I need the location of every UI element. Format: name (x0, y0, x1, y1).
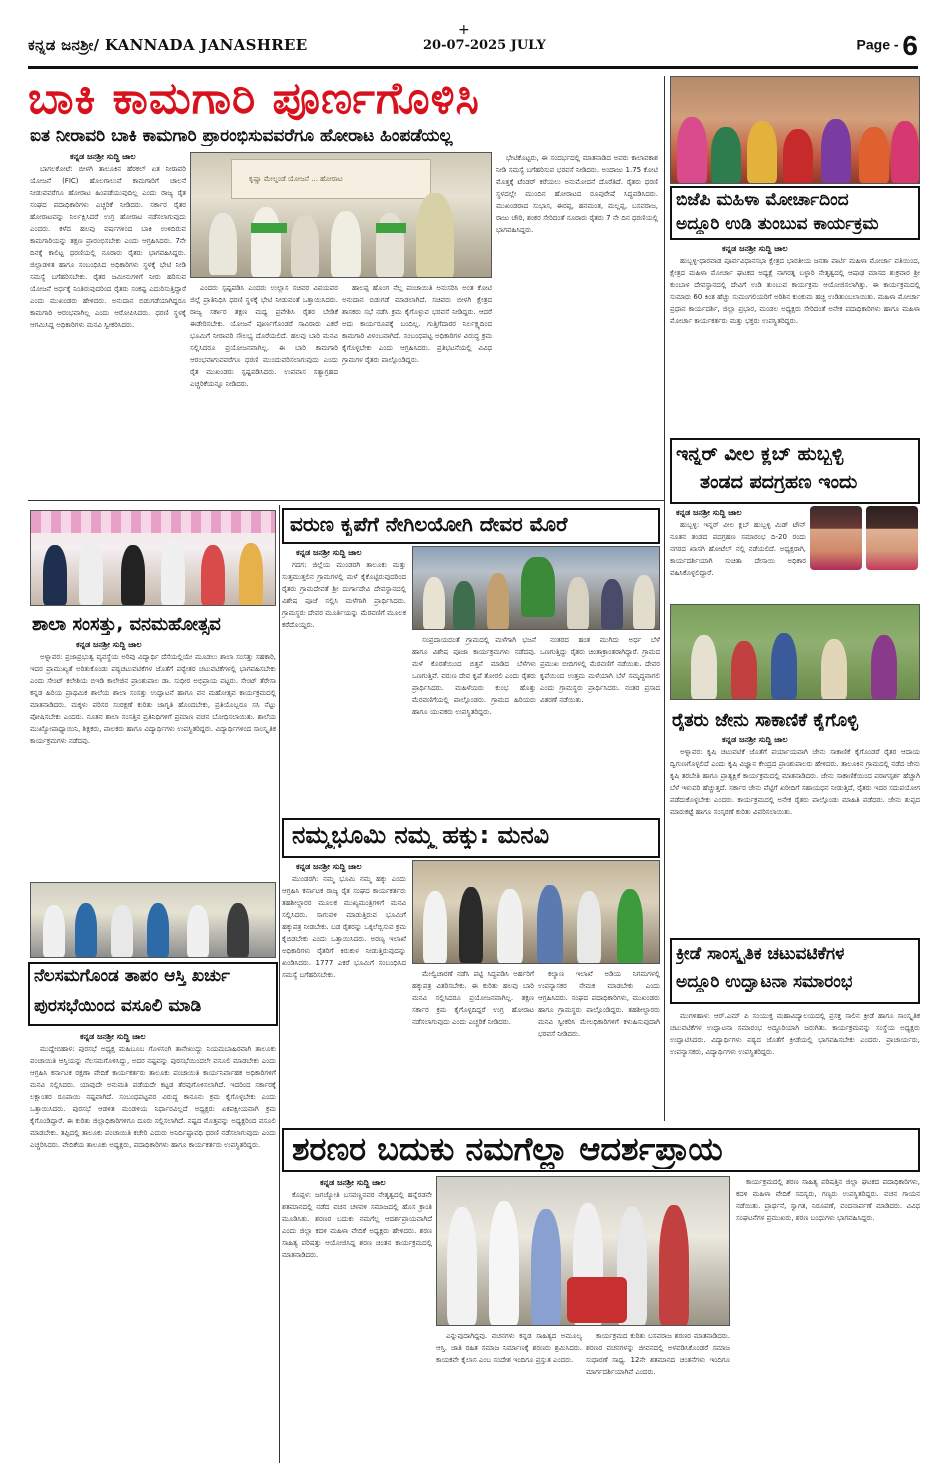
bjp-byline: ಕನ್ನಡ ಜನಶ್ರೀ ಸುದ್ದಿ ಜಾಲ (722, 244, 788, 253)
inner-wheel-president-portrait (810, 506, 862, 570)
sharanara-event-photo (436, 1176, 730, 1326)
nammabhoomi-byline: ಕನ್ನಡ ಜನಶ್ರೀ ಸುದ್ದಿ ಜಾಲ (296, 862, 362, 871)
right-column-divider (664, 76, 665, 1121)
raitaru-body: ಅಳ್ನಾವರ: ಕೃಷಿ ಚಟುವಟಿಕೆ ಜೊತೆಗೆ ಪರ್ಯಾಯವಾಗಿ ಜೇನು ಸಾಕಾಣಿಕೆ ಕೈಗೊಂಡರೆ ರೈತರ ಆದಾಯ ದ್ವಿಗುಣಗೊಳ್ಳಲಿದೆ ಎಂದು ಕೃಷಿ ವಿಜ್ಞಾನ ಕೇಂದ್ರದ ಪ್ರಾಂಶುಪಾಲರು ಹೇಳಿದರು. ತಾಲೂಕಿನ ಗ್ರಾಮದಲ್ಲಿ ನಡೆದ ಜೇನು ಕೃಷಿ ತರಬೇತಿ ಹಾಗೂ ಪ್ರಾತ್ಯಕ್ಷಿಕೆ ಕಾರ್ಯಕ್ರಮದಲ್ಲಿ ಮಾತನಾಡಿದರು. ಜೇನು ಸಾಕಾಣಿಕೆಯಿಂದ ಪರಾಗಸ್ಪರ್ಶ ಹೆಚ್ಚಾಗಿ ಬೆಳೆ ಇಳುವರಿ ಹೆಚ್ಚುತ್ತದೆ. ಸರ್ಕಾರ ಜೇನು ಪೆಟ್ಟಿಗೆ ಖರೀದಿಗೆ ಸಹಾಯಧನ ನೀಡುತ್ತಿದೆ, ರೈತರು ಇದರ ಸದುಪಯೋಗ ಪಡೆದುಕೊಳ್ಳಬೇಕು ಎಂದರು. ಕಾರ್ಯಕ್ರಮದಲ್ಲಿ ಅನೇಕ ರೈತರು ಪಾಲ್ಗೊಂಡು ಮಾಹಿತಿ ಪಡೆದರು. ಜೇನು ತುಪ್ಪದ ಮಾರುಕಟ್ಟೆ ಹಾಗೂ ಸಂಸ್ಕರಣೆ ಕುರಿತು ವಿವರಿಸಲಾಯಿತು. (670, 748, 920, 816)
lead-column-2: ಎಂದರು ಸ್ಪಷ್ಟಪಡಿಸಿ ಎಂದರು ಉಲ್ಲಾಸ ಸಚಿವರ ವಿಪಯವರ ಜಿಲ್ಲೆ ಪ್ರಾತಿನಿಧಿಸಿ ಧರಣಿ ಸ್ಥಳಕ್ಕೆ ಭೇಟಿ ನೀಡುವಂತೆ ಒತ್ತಾಯಿಸಿದರು. ರಾಜ್ಯ ಸರ್ಕಾರ ತಕ್ಷಣ ಮಧ್ಯ ಪ್ರವೇಶಿಸಿ ರೈತರ ಬೇಡಿಕೆ ಈಡೇರಿಸಬೇಕು. ಯೋಜನೆ ಪೂರ್ಣಗೊಂಡರೆ ಸಾವಿರಾರು ಎಕರೆ ಭೂಮಿಗೆ ನೀರಾವರಿ ಸೌಲಭ್ಯ ದೊರೆಯಲಿದೆ. ಹಲವು ಬಾರಿ ಮನವಿ ಸಲ್ಲಿಸಿದರೂ ಪ್ರಯೋಜನವಾಗಿಲ್ಲ. ಈ ಬಾರಿ ಕಾಮಗಾರಿ ಆರಂಭವಾಗುವವರೆಗೂ ಧರಣಿ ಮುಂದುವರಿಸಲಾಗುವುದು ಎಂದು ರೈತ ಮುಖಂಡರು ಸ್ಪಷ್ಟಪಡಿಸಿದರು. ಉಪವಾಸ ಸತ್ಯಾಗ್ರಹದ ಎಚ್ಚರಿಕೆಯನ್ನೂ ನೀಡಿದರು. (190, 284, 338, 388)
sharanara-column-2: ಎನ್ನುವುದಾಗಿದ್ದವು. ವಚನಗಳು ಕನ್ನಡ ಸಾಹಿತ್ಯದ ಅಮೂಲ್ಯ ಆಸ್ತಿ. ಜಾತಿ ರಹಿತ ಸಮಾಜ ನಿರ್ಮಾಣಕ್ಕೆ ಶರಣರು ಶ್ರಮಿಸಿದರು. ಕಾಯಕವೇ ಕೈಲಾಸ ಎಂಬ ಸಂದೇಶ ಇಂದಿಗೂ ಪ್ರಸ್ತುತ ಎಂದರು. (436, 1332, 582, 1364)
women-event-photo (670, 76, 920, 184)
inner-wheel-headline-line1: ಇನ್ನರ್ ವೀಲ ಕ್ಲಬ್ ಹುಬ್ಬಳ್ಳಿ (676, 443, 844, 465)
krida-headline-line1: ಕ್ರೀಡೆ ಸಾಂಸ್ಕೃತಿಕ ಚಟುವಟಿಕೆಗಳ (676, 944, 845, 964)
nelasam-byline: ಕನ್ನಡ ಜನಶ್ರೀ ಸುದ್ದಿ ಜಾಲ (80, 1032, 146, 1041)
bjp-body: ಹುಬ್ಬಳ್ಳಿ-ಧಾರವಾಡ ಪೂರ್ವವಿಧಾನಸಭಾ ಕ್ಷೇತ್ರದ ಭಾರತೀಯ ಜನತಾ ಪಾರ್ಟಿ ಮಹಿಳಾ ಮೋರ್ಚಾ ವತಿಯಿಂದ, ಕ್ಷೇತ್ರದ ಮಹಿಳಾ ಮೋರ್ಚಾ ಘಟಕದ ಅಧ್ಯಕ್ಷೆ ನಾಗರತ್ನ ಬಳ್ಳಾರಿ ನೇತೃತ್ವದಲ್ಲಿ ಆಷಾಢ ಮಾಸದ ಶುಕ್ರವಾರ ಶ್ರೀ ಕುಂಬಾಳ ದೇವಸ್ಥಾನದಲ್ಲಿ ದೇವಿಗೆ ಉಡಿ ತುಂಬುವ ಕಾರ್ಯಕ್ರಮ ಆಯೋಜಿಸಲಾಗಿತ್ತು. ಈ ಕಾರ್ಯಕ್ರಮದಲ್ಲಿ ಸುಮಾರು 60 ಕಿಂತ ಹೆಚ್ಚು ಸುಮಂಗಲಿಯರಿಗೆ ಅರಿಶಿನ ಕುಂಕುಮ ಹಚ್ಚಿ ಉಡಿತುಂಬಲಾಯಿತು. ಮಹಿಳಾ ಮೋರ್ಚಾ ಪ್ರಧಾನ ಕಾರ್ಯದರ್ಶಿ, ಜಿಲ್ಲಾ ಪ್ರಭಾರ, ಮಂಡಲ ಅಧ್ಯಕ್ಷರು ಸೇರಿದಂತೆ ಅನೇಕ ಪದಾಧಿಕಾರಿಗಳು ಹಾಗೂ ಮಹಿಳಾ ಮೋರ್ಚಾ ಕಾರ್ಯಕರ್ತರು ಮತ್ತು ಭಕ್ತರು ಉಪಸ್ಥಿತರಿದ್ದರು. (670, 257, 920, 325)
varuna-column-3: ನಂತರದ ಹಂತ ಮುಗಿದು ಅರ್ಧ ಬೆಳೆ ಒಣಗುತ್ತಿದ್ದು ರೈತರು ಚಿಂತಾಕ್ರಾಂತರಾಗಿದ್ದಾರೆ. ಗ್ರಾಮದ ಪ್ರಮುಖ ಬೀದಿಗಳಲ್ಲಿ ಮೆರವಣಿಗೆ ನಡೆಯಿತು. ದೇವರ ಕೃಪೆಯಿಂದ ಉತ್ತಮ ಮಳೆಯಾಗಿ ಬೆಳೆ ಸಮೃದ್ಧವಾಗಲಿ ಎಂದು ಗ್ರಾಮಸ್ಥರು ಪ್ರಾರ್ಥಿಸಿದರು. ನಂತರ ಪ್ರಸಾದ ವಿತರಣೆ ನಡೆಯಿತು. (540, 636, 660, 704)
lead-protest-photo (190, 152, 492, 278)
bjp-headline-line2: ಅದ್ಧೂರಿ ಉಡಿ ತುಂಬುವ ಕಾರ್ಯಕ್ರಮ (676, 214, 879, 234)
protest-banner-text: ಕೃಷ್ಣಾ ಮೇಲ್ದಂಡೆ ಯೋಜನೆ ... ಹೋರಾಟ (249, 175, 343, 183)
raitaru-headline: ರೈತರು ಜೇನು ಸಾಕಾಣಿಕೆ ಕೈಗೊಳ್ಳಿ (672, 710, 859, 731)
nammabhoomi-column-2: ಮೇಲ್ವಿಚಾರಣೆ ನಡೆಸಿ ಪಟ್ಟಿ ಸಿದ್ಧಪಡಿಸಿ ಅರ್ಹರಿಗೆ ಹಕ್ಕುಪತ್ರ ವಿತರಿಸಬೇಕು. ಈ ಕುರಿತು ಹಲವು ಬಾರಿ ಮನವಿ ಸಲ್ಲಿಸಿದರೂ ಪ್ರಯೋಜನವಾಗಿಲ್ಲ. ತಕ್ಷಣ ಸರ್ಕಾರ ಕ್ರಮ ಕೈಗೊಳ್ಳದಿದ್ದರೆ ಉಗ್ರ ಹೋರಾಟ ನಡೆಸಲಾಗುವುದು ಎಂದು ಎಚ್ಚರಿಕೆ ನೀಡಿದರು. (412, 970, 534, 1026)
nelasam-headline-line2: ಪುರಸಭೆಯಿಂದ ವಸೂಲಿ ಮಾಡಿ (34, 996, 202, 1016)
krida-headline-line2: ಅದ್ಧೂರಿ ಉದ್ಘಾಟನಾ ಸಮಾರಂಭ (676, 972, 853, 992)
lead-subhead: ಐತ ನೀರಾವರಿ ಬಾಕಿ ಕಾಮಗಾರಿ ಪ್ರಾರಂಭಿಸುವವರೆಗೂ ಹೋರಾಟ ಹಿಂಪಡೆಯಲ್ಲ (30, 126, 453, 146)
lead-column-1: ಬಾಗಲಕೋಟೆ: ಬೀಳಗಿ ತಾಲೂಕಿನ ಹೆರಕಲ್ ಏತ ನೀರಾವರಿ ಯೋಜನೆ (FIC) ಹೊಲಗಾಲುವೆ ಕಾಮಗಾರಿಗೆ ಚಾಲನೆ ನೀಡುವವರೆಗೂ ಹೋರಾಟ ಹಿಂಪಡೆಯುವುದಿಲ್ಲ ಎಂದು ರಾಜ್ಯ ರೈತ ಸಂಘದ ಪದಾಧಿಕಾರಿಗಳು ಎಚ್ಚರಿಕೆ ನೀಡಿದರು. ಸರ್ಕಾರ ರೈತರ ಹೋರಾಟವನ್ನು ನಿರ್ಲಕ್ಷಿಸಿದರೆ ಉಗ್ರ ಹೋರಾಟ ನಡೆಸಲಾಗುವುದು ಎಂದರು. ಕಳೆದ ಹಲವು ವರ್ಷಗಳಿಂದ ಬಾಕಿ ಉಳಿದಿರುವ ಕಾಮಗಾರಿಯನ್ನು ತಕ್ಷಣ ಪ್ರಾರಂಭಿಸಬೇಕು ಎಂದು ಆಗ್ರಹಿಸಿದರು. 7ನೇ ದಿನಕ್ಕೆ ಕಾಲಿಟ್ಟ ಧರಣಿಯಲ್ಲಿ ನೂರಾರು ರೈತರು ಭಾಗವಹಿಸಿದ್ದರು. ಜಿಲ್ಲಾಡಳಿತ ಹಾಗೂ ಸಂಬಂಧಿಸಿದ ಅಧಿಕಾರಿಗಳು ಸ್ಥಳಕ್ಕೆ ಭೇಟಿ ನೀಡಿ ಸಮಸ್ಯೆ ಬಗೆಹರಿಸಬೇಕು. ರೈತರ ಜಮೀನುಗಳಿಗೆ ನೀರು ಹರಿಸುವ ಯೋಜನೆ ಅರ್ಧಕ್ಕೆ ನಿಂತಿರುವುದರಿಂದ ರೈತರು ಸಂಕಷ್ಟ ಎದುರಿಸುತ್ತಿದ್ದಾರೆ ಎಂದು ಮುಖಂಡರು ಹೇಳಿದರು. ಅನುದಾನ ಬಿಡುಗಡೆಯಾಗಿದ್ದರೂ ಕಾಮಗಾರಿ ಆರಂಭವಾಗಿಲ್ಲ ಎಂದು ಆರೋಪಿಸಿದರು. ಧರಣಿ ಸ್ಥಳಕ್ಕೆ ಆಗಮಿಸಿದ್ದ ಅಧಿಕಾರಿಗಳು ಮನವಿ ಸ್ವೀಕರಿಸಿದರು. (30, 165, 186, 329)
nammabhoomi-column-1: ಮುಂಡರಗಿ: ನಮ್ಮ ಭೂಮಿ ನಮ್ಮ ಹಕ್ಕು ಎಂದು ಆಗ್ರಹಿಸಿ ಕರ್ನಾಟಕ ರಾಜ್ಯ ರೈತ ಸಂಘದ ಕಾರ್ಯಕರ್ತರು ತಹಶೀಲ್ದಾರರ ಮೂಲಕ ಮುಖ್ಯಮಂತ್ರಿಗಳಿಗೆ ಮನವಿ ಸಲ್ಲಿಸಿದರು. ಸಾಗುವಳಿ ಮಾಡುತ್ತಿರುವ ಭೂಮಿಗೆ ಹಕ್ಕುಪತ್ರ ನೀಡಬೇಕು. ಬಡ ರೈತರನ್ನು ಒಕ್ಕಲೆಬ್ಬಿಸುವ ಕ್ರಮ ಕೈಬಿಡಬೇಕು ಎಂದು ಒತ್ತಾಯಿಸಿದರು. ಅರಣ್ಯ ಇಲಾಖೆ ಅಧಿಕಾರಿಗಳು ರೈತರಿಗೆ ಕಿರುಕುಳ ನೀಡುತ್ತಿರುವುದನ್ನು ಖಂಡಿಸಿದರು. 1777 ಎಕರೆ ಭೂಮಿಗೆ ಸಂಬಂಧಿಸಿದ ಸಮಸ್ಯೆ ಬಗೆಹರಿಸಬೇಕು. (282, 875, 406, 979)
sharanara-column-4: ಕಾರ್ಯಕ್ರಮದಲ್ಲಿ ಶರಣ ಸಾಹಿತ್ಯ ಪರಿಷತ್ತಿನ ಜಿಲ್ಲಾ ಘಟಕದ ಪದಾಧಿಕಾರಿಗಳು, ಕದಳಿ ಮಹಿಳಾ ವೇದಿಕೆ ಸದಸ್ಯರು, ಗಣ್ಯರು ಉಪಸ್ಥಿತರಿದ್ದರು. ವಚನ ಗಾಯನ ನಡೆಯಿತು. ಪ್ರಾರ್ಥನೆ, ಸ್ವಾಗತ, ನಿರೂಪಣೆ, ವಂದನಾರ್ಪಣೆ ಮಾಡಿದರು. ವಿವಿಧ ಸಂಘಟನೆಗಳ ಪ್ರಮುಖರು, ಶರಣ ಬಂಧುಗಳು ಭಾಗವಹಿಸಿದ್ದರು. (736, 1178, 920, 1222)
school-parliament-photo (30, 510, 276, 606)
left-column-divider (279, 505, 280, 1463)
procession-photo (412, 546, 660, 630)
nelasam-headline-line1: ನೆಲಸಮಗೊಂಡ ತಾಪಂ ಆಸ್ತಿ ಖರ್ಚು (34, 966, 230, 986)
masthead-rule (28, 66, 918, 69)
registration-mark-icon: + (458, 22, 470, 38)
raitaru-byline: ಕನ್ನಡ ಜನಶ್ರೀ ಸುದ್ದಿ ಜಾಲ (722, 735, 788, 744)
krida-body: ಮುಗಳಿಹಾಳ: ಆರ್.ಎಮ್ ಪಿ ಸಂಯುಕ್ತ ಮಹಾವಿದ್ಯಾಲಯದಲ್ಲಿ ಪ್ರಸಕ್ತ ಸಾಲಿನ ಕ್ರೀಡೆ ಹಾಗೂ ಸಾಂಸ್ಕೃತಿಕ ಚಟುವಟಿಕೆಗಳ ಉದ್ಘಾಟನಾ ಸಮಾರಂಭ ಅದ್ಧೂರಿಯಾಗಿ ಜರುಗಿತು. ಕಾರ್ಯಕ್ರಮವನ್ನು ಸಂಸ್ಥೆಯ ಅಧ್ಯಕ್ಷರು ಉದ್ಘಾಟಿಸಿದರು. ವಿದ್ಯಾರ್ಥಿಗಳು ಪಠ್ಯದ ಜೊತೆಗೆ ಕ್ರೀಡೆಯಲ್ಲಿ ಭಾಗವಹಿಸಬೇಕು ಎಂದರು. ಪ್ರಾಚಾರ್ಯರು, ಉಪನ್ಯಾಸಕರು, ವಿದ್ಯಾರ್ಥಿಗಳು ಉಪಸ್ಥಿತರಿದ್ದರು. (670, 1012, 920, 1056)
varuna-column-2: ಸಂಪ್ರದಾಯದಂತೆ ಗ್ರಾಮದಲ್ಲಿ ಮಳೆಗಾಗಿ ಭಜನೆ ಹಾಗೂ ವಿಶೇಷ ಪೂಜಾ ಕಾರ್ಯಕ್ರಮಗಳು ನಡೆದವು. ಮಳೆ ಕೊರತೆಯಿಂದ ಬಿತ್ತನೆ ಮಾಡಿದ ಬೆಳೆಗಳು ಒಣಗುತ್ತಿವೆ. ವರುಣ ದೇವ ಕೃಪೆ ತೋರಲಿ ಎಂದು ರೈತರು ಪ್ರಾರ್ಥಿಸಿದರು. ಮಹಿಳೆಯರು ಕುಂಭ ಹೊತ್ತು ಮೆರವಣಿಗೆಯಲ್ಲಿ ಪಾಲ್ಗೊಂಡರು. ಗ್ರಾಮದ ಹಿರಿಯರು ಹಾಗೂ ಯುವಕರು ಉಪಸ್ಥಿತರಿದ್ದರು. (412, 636, 536, 716)
page-indicator (857, 30, 918, 62)
varuna-headline: ವರುಣ ಕೃಪೆಗೆ ನೇಗಿಲಯೋಗಿ ದೇವರ ಮೊರೆ (290, 512, 568, 536)
nammabhoomi-headline: ನಮ್ಮಭೂಮಿ ನಮ್ಮ ಹಕ್ಕು: ಮನವಿ (292, 821, 550, 849)
newspaper-title: ಕನ್ನಡ ಜನಶ್ರೀ/ KANNADA JANASHREE (28, 36, 308, 54)
lead-headline: ಬಾಕಿ ಕಾಮಗಾರಿ ಪೂರ್ಣಗೊಳಿಸಿ (28, 76, 480, 123)
bjp-headline-line1: ಬಿಜೆಪಿ ಮಹಿಳಾ ಮೋರ್ಚಾದಿಂದ (676, 190, 849, 210)
memorandum-photo (30, 882, 276, 958)
masthead (28, 22, 918, 64)
sharanara-column-1: ಕೊಪ್ಪಳ: ಜಗಜ್ಯೋತಿ ಬಸವಣ್ಣನವರ ನೇತೃತ್ವದಲ್ಲಿ ಹನ್ನೆರಡನೇ ಶತಮಾನದಲ್ಲಿ ನಡೆದ ವಚನ ಚಳವಳಿ ಸಮಾಜದಲ್ಲಿ ಹೊಸ ಕ್ರಾಂತಿ ಮೂಡಿಸಿತು. ಶರಣರ ಬದುಕು ನಮಗೆಲ್ಲ ಆದರ್ಶಪ್ರಾಯವಾಗಿದೆ ಎಂದು ಜಿಲ್ಲಾ ಕದಳಿ ಮಹಿಳಾ ವೇದಿಕೆ ಅಧ್ಯಕ್ಷರು ಹೇಳಿದರು. ಶರಣ ಸಾಹಿತ್ಯ ಪರಿಷತ್ತು ಆಯೋಜಿಸಿದ್ದ ಶರಣ ಚಿಂತನ ಕಾರ್ಯಕ್ರಮದಲ್ಲಿ ಮಾತನಾಡಿದರು. (282, 1191, 432, 1259)
school-headline: ಶಾಲಾ ಸಂಸತ್ತು, ವನಮಹೋತ್ಸವ (32, 614, 221, 635)
school-body: ಅಳ್ನಾವರ: ಪ್ರಜಾಪ್ರಭುತ್ವ ವ್ಯವಸ್ಥೆಯ ಅರಿವು ವಿದ್ಯಾರ್ಥಿ ದೆಸೆಯಲ್ಲಿಯೇ ಮೂಡಲು ಶಾಲಾ ಸಂಸತ್ತು ಸಹಕಾರಿ, ಇದರ ಪ್ರಾಮುಖ್ಯತೆ ಅರಿತುಕೊಂಡು ಪಠ್ಯಚಟುವಟಿಕೆಗಳ ಜೊತೆಗೆ ಪಠ್ಯೇತರ ಚಟುವಟಿಕೆಗಳಲ್ಲಿ ಭಾಗವಹಿಸಬೇಕು ಎಂದು ಸೇಂಟ್ ಕಲೇಶಿಯ ಬಿಇಡಿ ಕಾಲೇಜಿನ ಪ್ರಾಂಶುಪಾಲ ಡಾ. ಸುಧೀರ ಅಭಿಪ್ರಾಯ ಪಟ್ಟರು. ಸೇಂಟ್ ತೆರೇಸಾ ಕನ್ನಡ ಹಿರಿಯ ಪ್ರಾಥಮಿಕ ಶಾಲೆಯ ಶಾಲಾ ಸಂಸತ್ತು ಉದ್ಘಾಟನೆ ಹಾಗೂ ವನ ಮಹೋತ್ಸವ ಕಾರ್ಯಕ್ರಮದಲ್ಲಿ ಮಾತನಾಡಿದರು. ಮಕ್ಕಳು ಪರಿಸರ ಸಂರಕ್ಷಣೆ ಕುರಿತು ಜಾಗೃತಿ ಹೊಂದಬೇಕು, ಪ್ರತಿಯೊಬ್ಬರೂ ಸಸಿ ನೆಟ್ಟು ಪೋಷಿಸಬೇಕು ಎಂದರು. ನೂತನ ಶಾಲಾ ಸಂಸತ್ತಿನ ಪ್ರತಿನಿಧಿಗಳಿಗೆ ಪ್ರಮಾಣ ವಚನ ಬೋಧಿಸಲಾಯಿತು. ಶಾಲೆಯ ಮುಖ್ಯೋಪಾಧ್ಯಾಯಿನಿ, ಶಿಕ್ಷಕರು, ಪಾಲಕರು ಹಾಗೂ ವಿದ್ಯಾರ್ಥಿಗಳು ಉಪಸ್ಥಿತರಿದ್ದರು. ವಿದ್ಯಾರ್ಥಿಗಳಿಂದ ಸಾಂಸ್ಕೃತಿಕ ಕಾರ್ಯಕ್ರಮಗಳು ನಡೆದವು. (30, 653, 276, 745)
school-byline: ಕನ್ನಡ ಜನಶ್ರೀ ಸುದ್ದಿ ಜಾಲ (76, 640, 142, 649)
page-label: Page - (856, 36, 899, 53)
lead-column-3: ಹಾಲಪ್ಪ ಹೊಂಗ ನೆಲ್ಲ ಪಂಚಾಯಿತಿ ಅನುಸರಿಸಿ ಅಂತ ಕೋಟಿ ಅನುದಾನ ಬಿಡುಗಡೆ ಮಾಡಲಾಗಿದೆ. ಸಚಿವರು ಬೀಳಗಿ ಕ್ಷೇತ್ರದ ಶಾಸಕರು ಸಭೆ ನಡೆಸಿ ಕ್ರಮ ಕೈಗೊಳ್ಳುವ ಭರವಸೆ ನೀಡಿದ್ದರು. ಆದರೆ ಅದು ಕಾರ್ಯರೂಪಕ್ಕೆ ಬಂದಿಲ್ಲ. ಗುತ್ತಿಗೆದಾರರ ನಿರ್ಲಕ್ಷ್ಯದಿಂದ ಕಾಮಗಾರಿ ವಿಳಂಬವಾಗಿದೆ. ಸಂಬಂಧಪಟ್ಟ ಅಧಿಕಾರಿಗಳ ವಿರುದ್ಧ ಕ್ರಮ ಕೈಗೊಳ್ಳಬೇಕು ಎಂದು ಆಗ್ರಹಿಸಿದರು. ಪ್ರತಿಭಟನೆಯಲ್ಲಿ ವಿವಿಧ ಗ್ರಾಮಗಳ ರೈತರು ಪಾಲ್ಗೊಂಡಿದ್ದರು. (342, 284, 492, 364)
nelasam-body: ಮುದ್ದೇಬಿಹಾಳ: ಪುರಸಭೆ ಅಧ್ಯಕ್ಷ ಮಹಿಬೂಬ ಗೊಳಸಂಗಿ ತಾನೇಖುದ್ದು ನಿಯಮಬಾಹಿರವಾಗಿ ತಾಲೂಕು ಪಂಚಾಯಿತಿ ಆಸ್ತಿಯನ್ನು ನೆಲಸಮಗೊಳಿಸಿದ್ದು, ಅದರ ನಷ್ಟವನ್ನು ಪುರಸಭೆಯಿಂದಲೇ ವಸೂಲಿ ಮಾಡಬೇಕು ಎಂದು ಆಗ್ರಹಿಸಿ ಕರ್ನಾಟಕ ರಕ್ಷಣಾ ವೇದಿಕೆ ಕಾರ್ಯಕರ್ತರು ತಾಲೂಕು ಪಂಚಾಯಿತಿ ಕಾರ್ಯನಿರ್ವಾಹಕ ಅಧಿಕಾರಿಗಳಿಗೆ ಮನವಿ ಸಲ್ಲಿಸಿದರು. ಯಾವುದೇ ಅನುಮತಿ ಪಡೆಯದೇ ಕಟ್ಟಡ ತೆರವುಗೊಳಿಸಲಾಗಿದೆ. ಇದರಿಂದ ಸರ್ಕಾರಕ್ಕೆ ಲಕ್ಷಾಂತರ ರೂಪಾಯಿ ನಷ್ಟವಾಗಿದೆ. ಸಂಬಂಧಪಟ್ಟವರ ವಿರುದ್ಧ ಕಾನೂನು ಕ್ರಮ ಕೈಗೊಳ್ಳಬೇಕು ಎಂದು ಒತ್ತಾಯಿಸಿದರು. ಪುರಸಭೆ ಆಡಳಿತ ಮಂಡಳಿಯ ನಿರ್ಧಾರವಿಲ್ಲದೆ ಅಧ್ಯಕ್ಷರು ಏಕಪಕ್ಷೀಯವಾಗಿ ಕ್ರಮ ಕೈಗೊಂಡಿದ್ದಾರೆ. ಈ ಕುರಿತು ಜಿಲ್ಲಾಧಿಕಾರಿಗಳಿಗೂ ದೂರು ಸಲ್ಲಿಸಲಾಗಿದೆ. ನಷ್ಟದ ಮೊತ್ತವನ್ನು ಅಧ್ಯಕ್ಷರಿಂದ ವಸೂಲಿ ಮಾಡಬೇಕು. ತಪ್ಪಿದಲ್ಲಿ ತಾಲೂಕು ಪಂಚಾಯಿತಿ ಕಚೇರಿ ಎದುರು ಅನಿರ್ದಿಷ್ಟಾವಧಿ ಧರಣಿ ನಡೆಸಲಾಗುವುದು ಎಂದು ಎಚ್ಚರಿಸಿದರು. ವೇದಿಕೆಯ ತಾಲೂಕು ಅಧ್ಯಕ್ಷರು, ಪದಾಧಿಕಾರಿಗಳು ಹಾಗೂ ಕಾರ್ಯಕರ್ತರು ಉಪಸ್ಥಿತರಿದ್ದರು. (30, 1045, 276, 1149)
inner-wheel-byline: ಕನ್ನಡ ಜನಶ್ರೀ ಸುದ್ದಿ ಜಾಲ (676, 508, 742, 517)
sharanara-byline: ಕನ್ನಡ ಜನಶ್ರೀ ಸುದ್ದಿ ಜಾಲ (320, 1178, 386, 1187)
varuna-column-1: ಗದಗ: ಜಿಲ್ಲೆಯ ಮುಂಡರಗಿ ತಾಲೂಕು ಮತ್ತು ಸುತ್ತಮುತ್ತಲಿನ ಗ್ರಾಮಗಳಲ್ಲಿ ಮಳೆ ಕೈಕೊಟ್ಟಿರುವುದರಿಂದ ರೈತರು ಗ್ರಾಮದೇವತೆ ಶ್ರೀ ದುರ್ಗಾದೇವಿ ದೇವಸ್ಥಾನದಲ್ಲಿ ವಿಶೇಷ ಪೂಜೆ ಸಲ್ಲಿಸಿ ಮಳೆಗಾಗಿ ಪ್ರಾರ್ಥಿಸಿದರು. ಗ್ರಾಮಸ್ಥರು ದೇವರ ಮೂರ್ತಿಯನ್ನು ಮೆರವಣಿಗೆ ಮೂಲಕ ಕರೆದೊಯ್ದರು. (282, 561, 406, 629)
sharanara-column-3: ಕಾರ್ಯಕ್ರಮದ ಕುರಿತು ಬಸವರಾಜ ಶರಣರ ಮಾತನಾಡಿದರು. ಶರಣರ ವಚನಗಳನ್ನು ಜೀವನದಲ್ಲಿ ಅಳವಡಿಸಿಕೊಂಡರೆ ಸಮಾಜ ಸುಧಾರಣೆ ಸಾಧ್ಯ. 12ನೇ ಶತಮಾನದ ಚಿಂತನೆಗಳು ಇಂದಿಗೂ ಮಾರ್ಗದರ್ಶಿಯಾಗಿವೆ ಎಂದರು. (586, 1332, 730, 1376)
lead-column-4: ಭೇಟಿಕೊಟ್ಟರು, ಈ ಸಂದರ್ಭದಲ್ಲಿ ಮಾತನಾಡಿದ ಅವರು ಕಾಲಾವಕಾಶ ನೀಡಿ ಸಮಸ್ಯೆ ಬಗೆಹರಿಸುವ ಭರವಸೆ ನೀಡಿದರು. ಅಂದಾಜು 1.75 ಕೋಟಿ ಮೊತ್ತಕ್ಕೆ ಟೆಂಡರ್ ಕರೆಯಲು ಅನುಮೋದನೆ ದೊರೆತಿದೆ. ರೈತರು ಧರಣಿ ಸ್ಥಳದಲ್ಲೇ ಮುಂದಿನ ಹೋರಾಟದ ರೂಪುರೇಷೆ ಸಿದ್ಧಪಡಿಸಿದರು. ಮುಖಂಡರಾದ ಸುಭಾಸ, ಈರಪ್ಪ, ಹನಮಂತ, ಮಲ್ಲಪ್ಪ, ಬಸವರಾಜ, ರಾಜು ಚೌರಿ, ಶಂಕರ ಸೇರಿದಂತೆ ನೂರಾರು ರೈತರು 7 ನೇ ದಿನ ಧರಣಿಯಲ್ಲಿ ಭಾಗವಹಿಸಿದ್ದರು. (496, 154, 658, 234)
sharanara-headline: ಶರಣರ ಬದುಕು ನಮಗೆಲ್ಲಾ ಆದರ್ಶಪ್ರಾಯ (292, 1130, 723, 1168)
inner-wheel-secretary-portrait (866, 506, 918, 570)
land-rights-photo (412, 860, 660, 964)
page-number: 6 (902, 30, 918, 61)
nammabhoomi-column-3: ಕಲ್ಯಾಣ ಇಲಾಖೆ ಅಡಿಯ ನಿಗಮಗಳಲ್ಲಿ ಉಪನ್ಯಾಸಕರ ನೇಮಕ ಮಾಡಬೇಕು ಎಂದು ಆಗ್ರಹಿಸಿದರು. ಸಂಘದ ಪದಾಧಿಕಾರಿಗಳು, ಮುಖಂಡರು ಹಾಗೂ ಗ್ರಾಮಸ್ಥರು ಪಾಲ್ಗೊಂಡಿದ್ದರು. ತಹಶೀಲ್ದಾರರು ಮನವಿ ಸ್ವೀಕರಿಸಿ ಮೇಲಧಿಕಾರಿಗಳಿಗೆ ಕಳುಹಿಸುವುದಾಗಿ ಭರವಸೆ ನೀಡಿದರು. (538, 970, 660, 1038)
inner-wheel-body: ಹುಬ್ಬಳ್ಳಿ: ಇನ್ನರ್ ವೀಲ ಕ್ಲಬ್ ಹುಬ್ಬಳ್ಳಿ ಮಿಡ್ ಟೌನ್ ನೂತನ ತಂಡದ ಪದಗ್ರಹಣ ಸಮಾರಂಭ ದಿ-20 ರಂದು ನಗರದ ಖಾಸಗಿ ಹೋಟೆಲ್ ನಲ್ಲಿ ನಡೆಯಲಿದೆ. ಅಧ್ಯಕ್ಷರಾಗಿ, ಕಾರ್ಯದರ್ಶಿಯಾಗಿ ಸುಚಿತಾ ದೇಸಾಯಿ ಅಧಿಕಾರ ವಹಿಸಿಕೊಳ್ಳಲಿದ್ದಾರೆ. (670, 521, 806, 577)
bee-training-photo (670, 604, 920, 700)
varuna-byline: ಕನ್ನಡ ಜನಶ್ರೀ ಸುದ್ದಿ ಜಾಲ (296, 548, 362, 557)
issue-date: 20-07-2025 JULY (423, 38, 546, 53)
lead-bottom-rule (28, 500, 664, 501)
inner-wheel-headline-line2: ತಂಡದ ಪದಗ್ರಹಣ ಇಂದು (700, 471, 858, 493)
lead-byline: ಕನ್ನಡ ಜನಶ್ರೀ ಸುದ್ದಿ ಜಾಲ (70, 152, 136, 161)
